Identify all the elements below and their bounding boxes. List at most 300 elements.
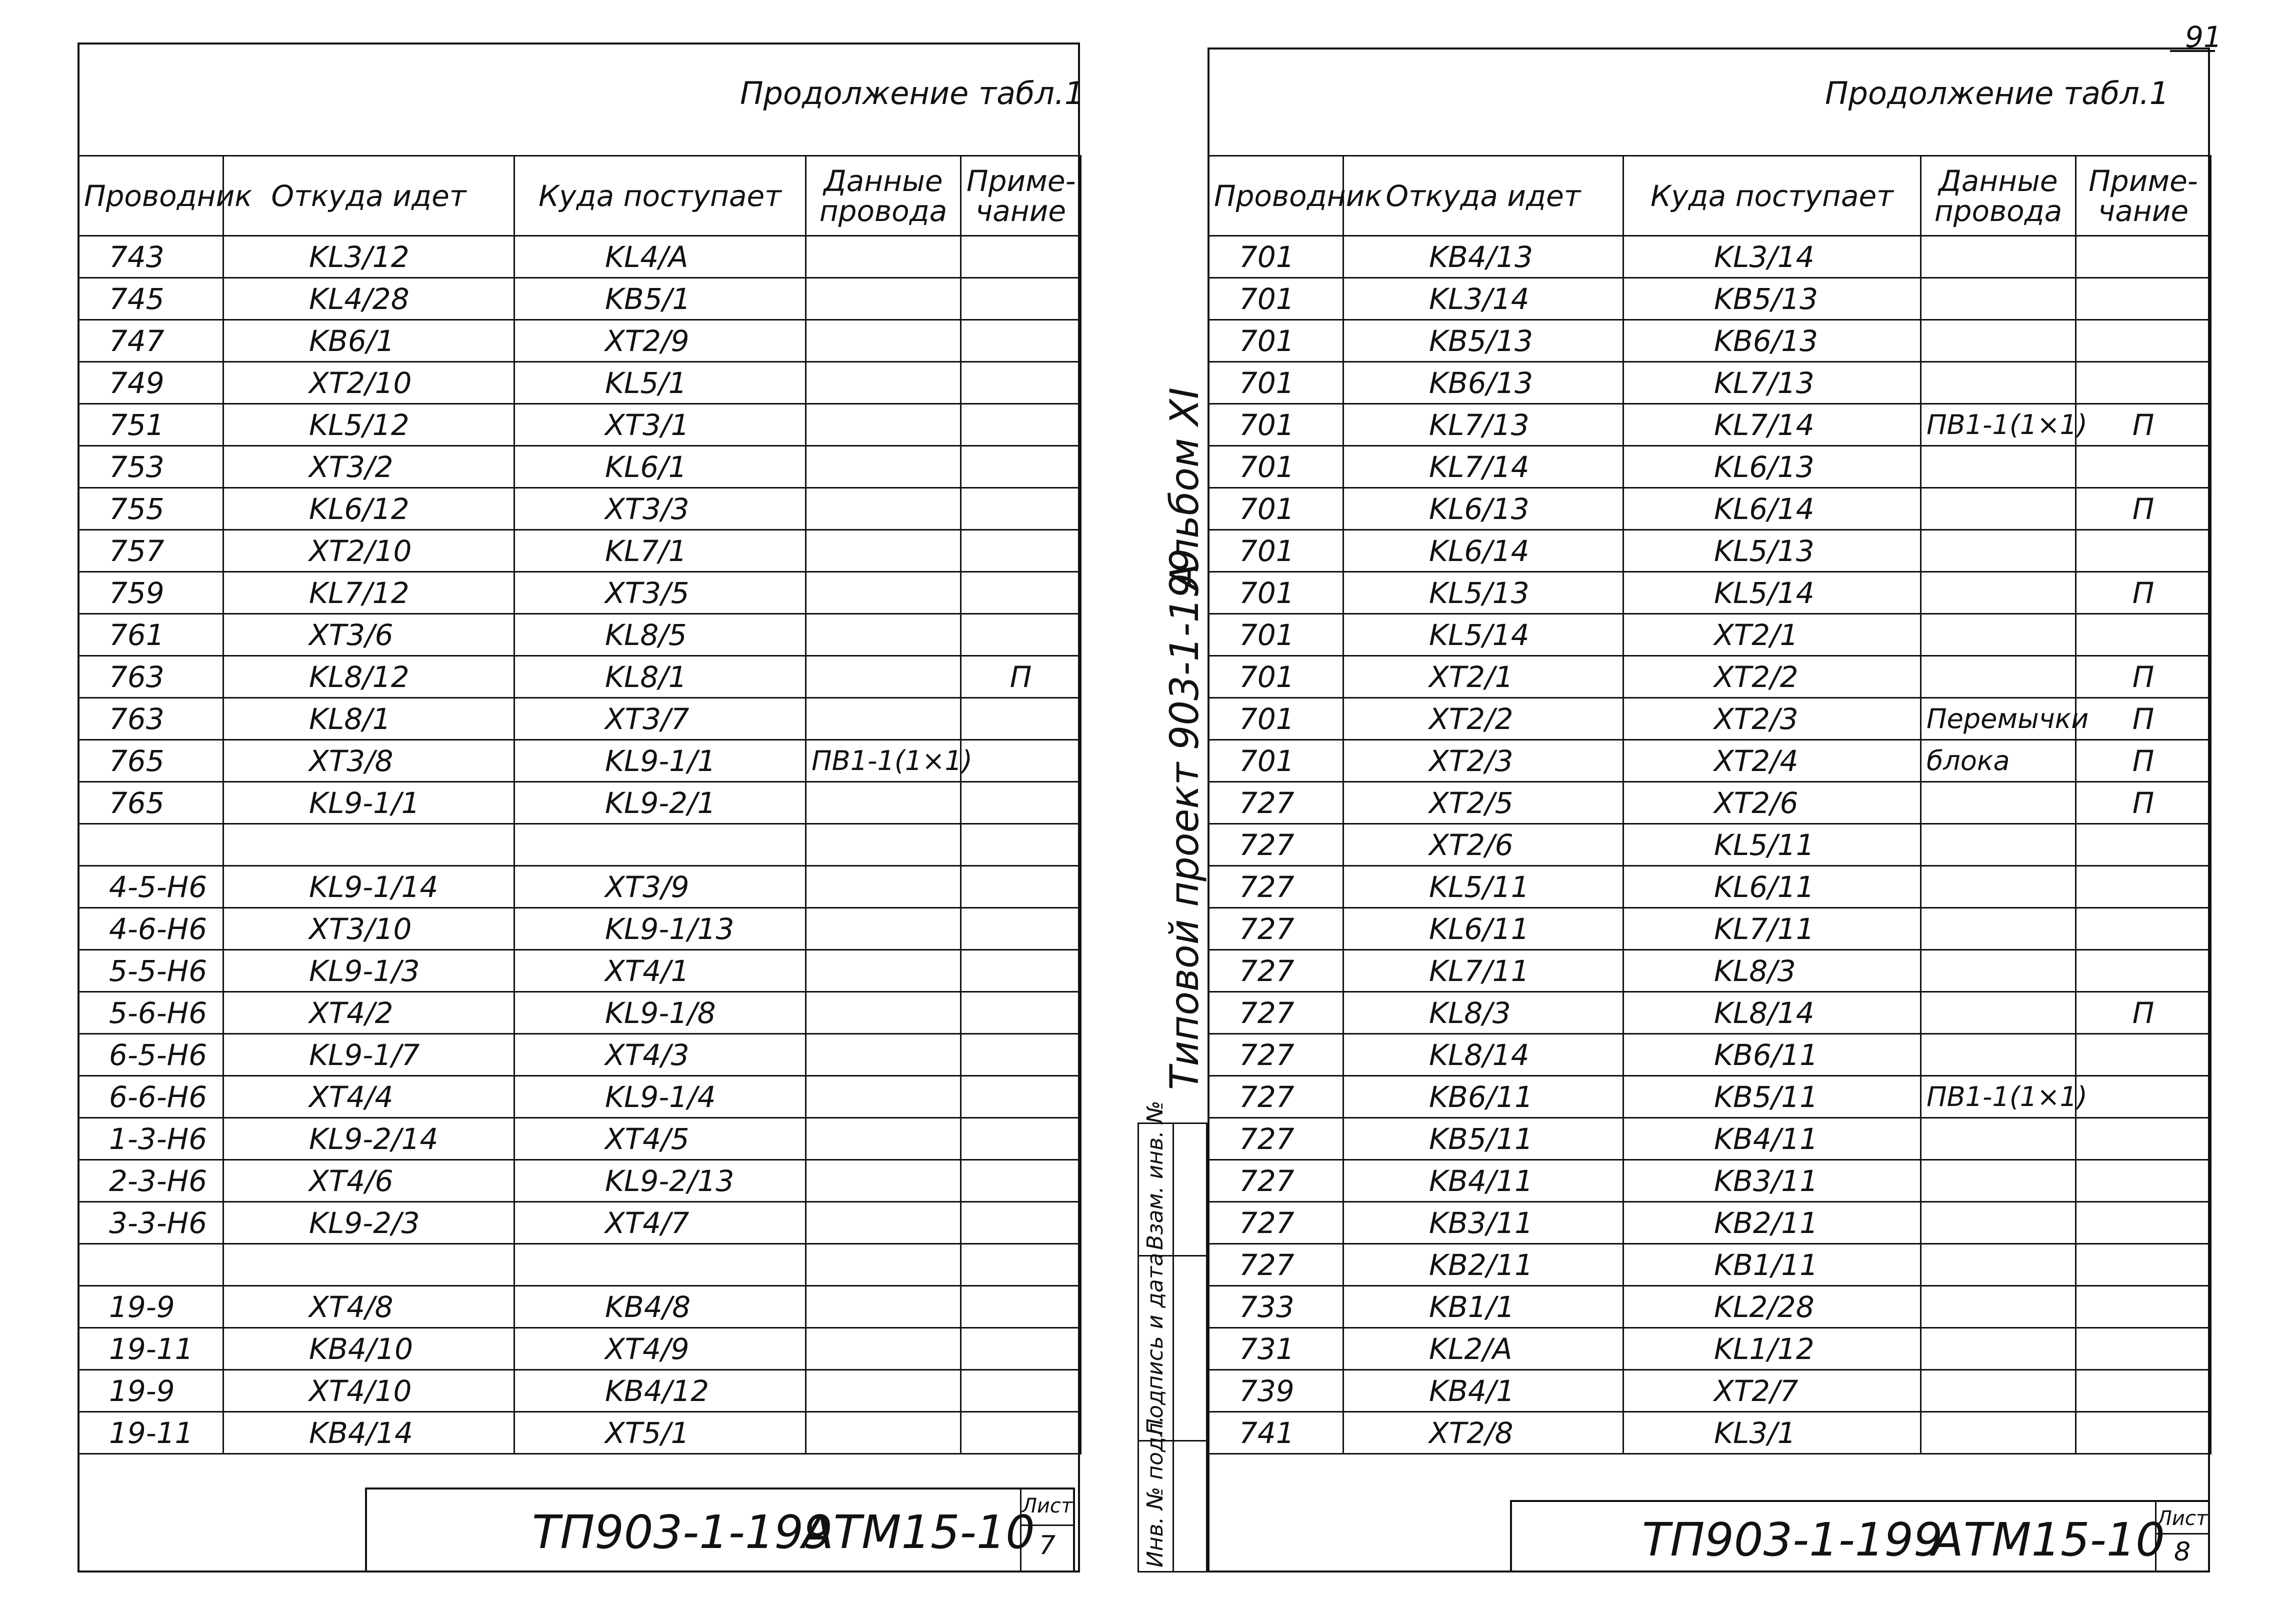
cell-wire-data xyxy=(1921,1034,2076,1076)
cell-from: XT3/2 xyxy=(224,446,514,488)
cell-to: XT4/9 xyxy=(514,1328,806,1370)
cell-to: KL5/13 xyxy=(1624,530,1921,572)
cell-conductor: 701 xyxy=(1208,656,1344,698)
cell-to: XT3/3 xyxy=(514,488,806,530)
cell-conductor: 731 xyxy=(1208,1328,1344,1370)
cell-to: KL8/1 xyxy=(514,656,806,698)
cell-to: KL5/1 xyxy=(514,362,806,404)
cell-wire-data xyxy=(806,866,961,908)
cell-from: KL7/13 xyxy=(1344,404,1624,446)
cell-wire-data xyxy=(1921,1286,2076,1328)
cell-to: KL7/13 xyxy=(1624,362,1921,404)
cell-from: KL8/12 xyxy=(224,656,514,698)
cell-conductor: 757 xyxy=(78,530,224,572)
cell-to: KB5/13 xyxy=(1624,278,1921,320)
cell-note xyxy=(2076,1328,2211,1370)
table-row xyxy=(78,1328,1081,1370)
cell-wire-data xyxy=(1921,320,2076,362)
cell-to: KL8/14 xyxy=(1624,992,1921,1034)
cell-note xyxy=(2076,1160,2211,1202)
table-row xyxy=(78,1034,1081,1076)
cell-conductor: 701 xyxy=(1208,572,1344,614)
cell-note xyxy=(2076,1244,2211,1286)
cell-to: KL9-2/1 xyxy=(514,782,806,824)
cell-conductor: 727 xyxy=(1208,782,1344,824)
cell-conductor: 755 xyxy=(78,488,224,530)
cell-to: KL6/1 xyxy=(514,446,806,488)
cell-note xyxy=(2076,1076,2211,1118)
cell-from: XT2/2 xyxy=(1344,698,1624,740)
cell-conductor: 5-6-H6 xyxy=(78,992,224,1034)
cell-conductor: 701 xyxy=(1208,278,1344,320)
cell-to: KL9-1/13 xyxy=(514,908,806,950)
cell-note xyxy=(961,278,1081,320)
cell-note xyxy=(961,908,1081,950)
cell-conductor: 759 xyxy=(78,572,224,614)
cell-note xyxy=(961,530,1081,572)
cell-from: XT4/8 xyxy=(224,1286,514,1328)
cell-to: KB4/12 xyxy=(514,1370,806,1412)
cell-note: П xyxy=(2076,488,2211,530)
album-label: Альбом XI xyxy=(1162,387,1208,590)
table-row xyxy=(78,1412,1081,1454)
cell-conductor: 727 xyxy=(1208,824,1344,866)
cell-note xyxy=(2076,824,2211,866)
table-row xyxy=(1208,572,2211,614)
table-row xyxy=(1208,740,2211,782)
table-row xyxy=(78,572,1081,614)
cell-note xyxy=(2076,1202,2211,1244)
cell-conductor: 4-6-H6 xyxy=(78,908,224,950)
cell-wire-data xyxy=(1921,362,2076,404)
cell-from: XT2/3 xyxy=(1344,740,1624,782)
cell-wire-data: ПВ1-1(1×1) xyxy=(806,740,961,782)
cell-wire-data xyxy=(806,656,961,698)
right-sheet-number: 8 xyxy=(2174,1537,2191,1567)
cell-conductor: 749 xyxy=(78,362,224,404)
table-row xyxy=(1208,1412,2211,1454)
cell-to: KL4/A xyxy=(514,236,806,278)
table-row xyxy=(78,866,1081,908)
cell-from: KB4/14 xyxy=(224,1412,514,1454)
page-number: 91 xyxy=(2185,20,2222,54)
cell-note: П xyxy=(2076,698,2211,740)
cell-from: KB2/11 xyxy=(1344,1244,1624,1286)
cell-conductor: 763 xyxy=(78,656,224,698)
cell-conductor: 765 xyxy=(78,782,224,824)
table-row xyxy=(1208,488,2211,530)
left-header-from: Откуда идет xyxy=(224,156,514,236)
cell-to: KL5/11 xyxy=(1624,824,1921,866)
cell-wire-data xyxy=(1921,908,2076,950)
cell-wire-data xyxy=(806,404,961,446)
cell-from: KB4/13 xyxy=(1344,236,1624,278)
side-stamp-signature: Подпись и дата xyxy=(1142,1252,1168,1435)
cell-wire-data xyxy=(806,488,961,530)
cell-wire-data xyxy=(806,824,961,866)
cell-to: KL7/14 xyxy=(1624,404,1921,446)
right-sheet-label: Лист xyxy=(2156,1507,2208,1530)
table-row xyxy=(78,278,1081,320)
cell-from: XT2/10 xyxy=(224,530,514,572)
cell-conductor: 701 xyxy=(1208,614,1344,656)
cell-note xyxy=(961,1160,1081,1202)
table-row xyxy=(1208,236,2211,278)
right-header-conductor: Проводник xyxy=(1208,156,1344,236)
cell-to: KL5/14 xyxy=(1624,572,1921,614)
cell-wire-data xyxy=(806,614,961,656)
cell-conductor: 701 xyxy=(1208,488,1344,530)
left-sheet-label: Лист xyxy=(1022,1494,1073,1518)
table-row xyxy=(1208,824,2211,866)
cell-to xyxy=(514,824,806,866)
cell-note xyxy=(961,1034,1081,1076)
cell-note: П xyxy=(2076,740,2211,782)
cell-note xyxy=(2076,1034,2211,1076)
cell-to: XT4/3 xyxy=(514,1034,806,1076)
table-row xyxy=(1208,1328,2211,1370)
left-stamp-doc-code: АТМ15-10 xyxy=(802,1506,1035,1559)
cell-from: KL9-1/14 xyxy=(224,866,514,908)
cell-note xyxy=(2076,1286,2211,1328)
cell-note xyxy=(961,362,1081,404)
cell-wire-data: ПВ1-1(1×1) xyxy=(1921,1076,2076,1118)
cell-wire-data xyxy=(806,446,961,488)
cell-conductor: 727 xyxy=(1208,1160,1344,1202)
cell-wire-data xyxy=(1921,950,2076,992)
table-row xyxy=(78,656,1081,698)
table-row xyxy=(1208,320,2211,362)
cell-from: KB4/11 xyxy=(1344,1160,1624,1202)
table-row xyxy=(1208,950,2211,992)
left-wire-table xyxy=(78,155,1082,1454)
table-row xyxy=(1208,656,2211,698)
cell-conductor: 19-11 xyxy=(78,1412,224,1454)
table-row xyxy=(78,320,1081,362)
left-header-note: Приме-чание xyxy=(961,156,1081,236)
cell-conductor: 19-9 xyxy=(78,1286,224,1328)
cell-conductor: 5-5-H6 xyxy=(78,950,224,992)
table-row xyxy=(78,1076,1081,1118)
cell-to: KL6/11 xyxy=(1624,866,1921,908)
table-row xyxy=(1208,1160,2211,1202)
cell-from: KL6/11 xyxy=(1344,908,1624,950)
cell-from: KL9-2/3 xyxy=(224,1202,514,1244)
right-header-wire-data: Данные провода xyxy=(1921,156,2076,236)
cell-to: KL9-1/1 xyxy=(514,740,806,782)
cell-conductor: 701 xyxy=(1208,236,1344,278)
cell-from xyxy=(224,1244,514,1286)
table-row xyxy=(1208,278,2211,320)
left-header-conductor: Проводник xyxy=(78,156,224,236)
cell-from: XT4/6 xyxy=(224,1160,514,1202)
cell-conductor: 3-3-H6 xyxy=(78,1202,224,1244)
cell-wire-data xyxy=(1921,992,2076,1034)
cell-conductor xyxy=(78,824,224,866)
cell-to: XT3/5 xyxy=(514,572,806,614)
cell-conductor: 739 xyxy=(1208,1370,1344,1412)
cell-wire-data xyxy=(806,992,961,1034)
cell-wire-data xyxy=(806,320,961,362)
cell-conductor: 753 xyxy=(78,446,224,488)
table-row xyxy=(78,740,1081,782)
cell-note xyxy=(961,824,1081,866)
cell-conductor: 751 xyxy=(78,404,224,446)
cell-to: XT5/1 xyxy=(514,1412,806,1454)
cell-from: KL5/12 xyxy=(224,404,514,446)
cell-wire-data xyxy=(806,1034,961,1076)
cell-from: KL5/14 xyxy=(1344,614,1624,656)
cell-to: XT2/4 xyxy=(1624,740,1921,782)
cell-to: XT4/7 xyxy=(514,1202,806,1244)
cell-conductor: 701 xyxy=(1208,362,1344,404)
cell-conductor: 19-11 xyxy=(78,1328,224,1370)
cell-note: П xyxy=(2076,782,2211,824)
cell-from: XT2/1 xyxy=(1344,656,1624,698)
cell-note xyxy=(961,446,1081,488)
cell-to: KB6/11 xyxy=(1624,1034,1921,1076)
table-row xyxy=(1208,1244,2211,1286)
cell-wire-data xyxy=(1921,1370,2076,1412)
cell-from: XT4/4 xyxy=(224,1076,514,1118)
table-row xyxy=(1208,1076,2211,1118)
cell-to: KL8/5 xyxy=(514,614,806,656)
table-row xyxy=(1208,614,2211,656)
cell-conductor: 727 xyxy=(1208,908,1344,950)
cell-from: XT3/8 xyxy=(224,740,514,782)
cell-to: XT2/6 xyxy=(1624,782,1921,824)
cell-note xyxy=(2076,866,2211,908)
cell-from: KL9-2/14 xyxy=(224,1118,514,1160)
cell-note xyxy=(961,866,1081,908)
cell-note xyxy=(961,1370,1081,1412)
table-row xyxy=(1208,698,2211,740)
cell-wire-data xyxy=(806,1076,961,1118)
cell-note xyxy=(2076,278,2211,320)
cell-note xyxy=(961,698,1081,740)
cell-note xyxy=(961,1244,1081,1286)
cell-from: KB5/13 xyxy=(1344,320,1624,362)
cell-conductor: 701 xyxy=(1208,404,1344,446)
left-continuation-title: Продолжение табл.1 xyxy=(740,75,1084,112)
cell-conductor xyxy=(78,1244,224,1286)
cell-from: XT4/10 xyxy=(224,1370,514,1412)
table-row xyxy=(78,824,1081,866)
right-header-from: Откуда идет xyxy=(1344,156,1624,236)
cell-note xyxy=(2076,1370,2211,1412)
cell-to: XT2/2 xyxy=(1624,656,1921,698)
cell-note xyxy=(961,1118,1081,1160)
cell-from: KL5/11 xyxy=(1344,866,1624,908)
cell-conductor: 4-5-H6 xyxy=(78,866,224,908)
table-row xyxy=(1208,446,2211,488)
table-row xyxy=(1208,908,2211,950)
cell-to: KL7/1 xyxy=(514,530,806,572)
table-row xyxy=(1208,782,2211,824)
cell-note xyxy=(2076,908,2211,950)
cell-from: KB1/1 xyxy=(1344,1286,1624,1328)
table-row xyxy=(1208,1286,2211,1328)
cell-wire-data xyxy=(1921,1118,2076,1160)
cell-conductor: 733 xyxy=(1208,1286,1344,1328)
cell-from: KL9-1/7 xyxy=(224,1034,514,1076)
cell-conductor: 727 xyxy=(1208,1244,1344,1286)
table-row xyxy=(1208,530,2211,572)
cell-from: KL4/28 xyxy=(224,278,514,320)
right-header-to: Куда поступает xyxy=(1624,156,1921,236)
cell-wire-data xyxy=(1921,446,2076,488)
cell-wire-data xyxy=(1921,824,2076,866)
cell-from: KL5/13 xyxy=(1344,572,1624,614)
cell-conductor: 701 xyxy=(1208,530,1344,572)
right-continuation-title: Продолжение табл.1 xyxy=(1825,75,2170,112)
table-row xyxy=(1208,362,2211,404)
left-title-block xyxy=(365,1488,1075,1572)
cell-conductor: 727 xyxy=(1208,1034,1344,1076)
cell-from: XT3/6 xyxy=(224,614,514,656)
cell-wire-data xyxy=(1921,278,2076,320)
cell-from: XT3/10 xyxy=(224,908,514,950)
cell-note xyxy=(961,950,1081,992)
cell-wire-data xyxy=(806,1160,961,1202)
cell-note: П xyxy=(2076,572,2211,614)
cell-conductor: 727 xyxy=(1208,1076,1344,1118)
cell-to: KL1/12 xyxy=(1624,1328,1921,1370)
cell-conductor: 761 xyxy=(78,614,224,656)
cell-from: KL8/3 xyxy=(1344,992,1624,1034)
cell-to: KB4/11 xyxy=(1624,1118,1921,1160)
cell-to: XT2/9 xyxy=(514,320,806,362)
table-row xyxy=(78,992,1081,1034)
cell-conductor: 727 xyxy=(1208,866,1344,908)
cell-from: KL6/14 xyxy=(1344,530,1624,572)
cell-to: XT3/1 xyxy=(514,404,806,446)
cell-conductor: 1-3-H6 xyxy=(78,1118,224,1160)
left-header-to: Куда поступает xyxy=(514,156,806,236)
table-row xyxy=(1208,866,2211,908)
cell-wire-data xyxy=(1921,1412,2076,1454)
cell-conductor: 741 xyxy=(1208,1412,1344,1454)
table-row xyxy=(78,1244,1081,1286)
cell-conductor: 19-9 xyxy=(78,1370,224,1412)
cell-note: П xyxy=(2076,992,2211,1034)
cell-from: KB5/11 xyxy=(1344,1118,1624,1160)
cell-to: XT3/7 xyxy=(514,698,806,740)
cell-wire-data xyxy=(806,278,961,320)
cell-wire-data xyxy=(1921,530,2076,572)
cell-to: KB3/11 xyxy=(1624,1160,1921,1202)
cell-note xyxy=(961,1328,1081,1370)
cell-conductor: 6-6-H6 xyxy=(78,1076,224,1118)
cell-conductor: 701 xyxy=(1208,740,1344,782)
cell-to: KB1/11 xyxy=(1624,1244,1921,1286)
cell-to: XT4/1 xyxy=(514,950,806,992)
cell-from: XT2/10 xyxy=(224,362,514,404)
cell-wire-data xyxy=(806,530,961,572)
left-header-wire-data: Данные провода xyxy=(806,156,961,236)
cell-note xyxy=(961,572,1081,614)
cell-conductor: 743 xyxy=(78,236,224,278)
cell-wire-data xyxy=(806,1286,961,1328)
cell-note xyxy=(2076,950,2211,992)
cell-note xyxy=(961,1076,1081,1118)
cell-to xyxy=(514,1244,806,1286)
cell-wire-data xyxy=(1921,866,2076,908)
cell-note: П xyxy=(2076,656,2211,698)
cell-wire-data xyxy=(1921,614,2076,656)
cell-note xyxy=(961,782,1081,824)
cell-from: KB4/10 xyxy=(224,1328,514,1370)
cell-note xyxy=(2076,1118,2211,1160)
cell-wire-data xyxy=(806,698,961,740)
table-row xyxy=(1208,1370,2211,1412)
cell-conductor: 727 xyxy=(1208,1202,1344,1244)
cell-to: KL9-2/13 xyxy=(514,1160,806,1202)
cell-to: XT2/3 xyxy=(1624,698,1921,740)
cell-wire-data: ПВ1-1(1×1) xyxy=(1921,404,2076,446)
cell-from: KL8/14 xyxy=(1344,1034,1624,1076)
cell-wire-data: блока xyxy=(1921,740,2076,782)
cell-note xyxy=(2076,446,2211,488)
cell-note xyxy=(961,1286,1081,1328)
cell-conductor: 701 xyxy=(1208,446,1344,488)
cell-note xyxy=(961,404,1081,446)
cell-note xyxy=(2076,320,2211,362)
cell-to: XT4/5 xyxy=(514,1118,806,1160)
cell-wire-data xyxy=(1921,1244,2076,1286)
cell-note xyxy=(961,1202,1081,1244)
table-row xyxy=(78,530,1081,572)
cell-wire-data xyxy=(1921,656,2076,698)
right-title-block xyxy=(1510,1500,2210,1572)
cell-wire-data xyxy=(806,1244,961,1286)
right-sheet-number-box xyxy=(2155,1502,2208,1570)
cell-from: KL3/14 xyxy=(1344,278,1624,320)
cell-to: KB4/8 xyxy=(514,1286,806,1328)
cell-to: KL6/13 xyxy=(1624,446,1921,488)
cell-from: KL7/12 xyxy=(224,572,514,614)
cell-conductor: 727 xyxy=(1208,950,1344,992)
table-row xyxy=(78,404,1081,446)
cell-wire-data xyxy=(806,782,961,824)
table-row xyxy=(78,236,1081,278)
table-row xyxy=(1208,992,2211,1034)
cell-note xyxy=(961,614,1081,656)
cell-to: KL7/11 xyxy=(1624,908,1921,950)
cell-from: KL9-1/3 xyxy=(224,950,514,992)
cell-to: KL9-1/8 xyxy=(514,992,806,1034)
cell-wire-data xyxy=(806,1202,961,1244)
cell-to: KB2/11 xyxy=(1624,1202,1921,1244)
cell-from: XT2/8 xyxy=(1344,1412,1624,1454)
cell-note: П xyxy=(961,656,1081,698)
cell-conductor: 727 xyxy=(1208,992,1344,1034)
cell-from: XT2/6 xyxy=(1344,824,1624,866)
cell-conductor: 765 xyxy=(78,740,224,782)
cell-wire-data xyxy=(806,1328,961,1370)
table-row xyxy=(1208,1034,2211,1076)
cell-to: KB5/11 xyxy=(1624,1076,1921,1118)
cell-from: KL3/12 xyxy=(224,236,514,278)
table-row xyxy=(78,446,1081,488)
side-stamp-inventory: Инв. № подл. xyxy=(1142,1416,1168,1568)
cell-from xyxy=(224,824,514,866)
table-row xyxy=(78,908,1081,950)
table-row xyxy=(78,1118,1081,1160)
table-row xyxy=(1208,1202,2211,1244)
table-row xyxy=(78,1286,1081,1328)
cell-wire-data xyxy=(806,236,961,278)
